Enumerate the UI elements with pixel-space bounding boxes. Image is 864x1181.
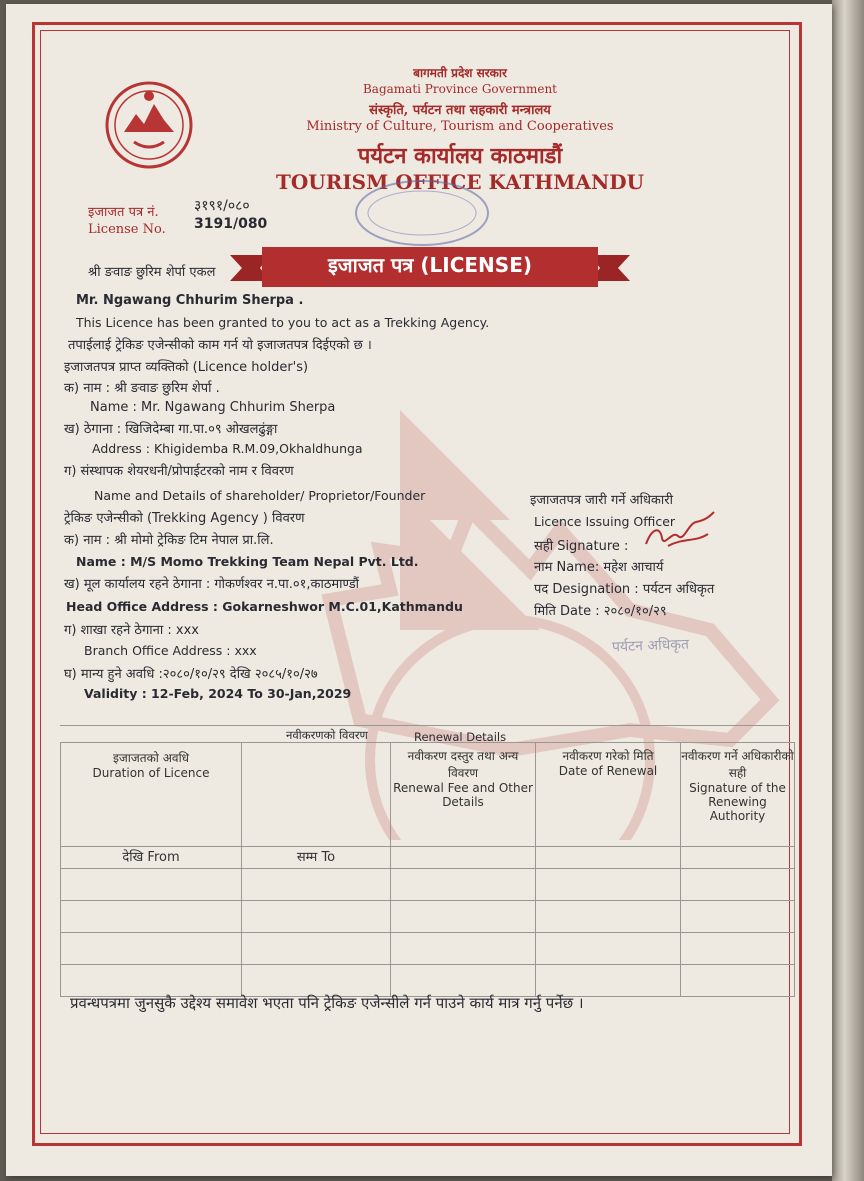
col-fee-en: Renewal Fee and Other Details <box>393 781 533 809</box>
holder-heading: इजाजतपत्र प्राप्त व्यक्तिको (Licence holder's) <box>64 360 309 375</box>
grant-text-np: तपाईलाई ट्रेकिङ एजेन्सीको काम गर्न यो इजाजतपत्र दिईएको छ । <box>68 338 372 353</box>
col-fee-header <box>391 743 536 847</box>
branch-office-en: Branch Office Address : xxx <box>84 643 257 658</box>
holder-address-en: Address : Khigidemba R.M.09,Okhaldhunga <box>92 441 363 456</box>
gov-name-np: बागमती प्रदेश सरकार <box>413 66 507 80</box>
to-label-cell <box>242 847 391 869</box>
table-cell <box>536 847 681 869</box>
col-fee-np: नवीकरण दस्तुर तथा अन्य विवरण <box>407 749 519 780</box>
license-no-value-np: ३१९१/०८० <box>194 198 250 214</box>
officer-heading-en: Licence Issuing Officer <box>534 514 676 529</box>
col-sign-np: नवीकरण गर्ने अधिकारीको सही <box>681 749 794 780</box>
nepal-emblem-icon <box>104 80 194 170</box>
footer-note: प्रवन्धपत्रमा जुनसुकै उद्देश्य समावेश भएता पनि ट्रेकिङ एजेन्सीले गर्न पाउने कार्य मात्र गर्नु पर्नेछ । <box>70 994 584 1012</box>
col-date-header <box>536 743 681 847</box>
table-row <box>61 965 795 997</box>
col-date-en: Date of Renewal <box>558 764 658 778</box>
officer-signature-label: सही Signature : <box>534 539 629 554</box>
office-name-np: पर्यटन कार्यालय काठमाडौं <box>357 143 563 169</box>
license-no-value-en: 3191/080 <box>194 216 268 232</box>
validity-np: घ) मान्य हुने अवधि :२०८०/१०/२९ देखि २०८५/१०/२७ <box>64 667 318 682</box>
table-row <box>61 933 795 965</box>
office-seal-stamp <box>352 178 492 248</box>
renewal-table <box>60 742 795 997</box>
renewal-divider <box>60 725 790 726</box>
holder-name-np: क) नाम : श्री ङवाङ छुरिम शेर्पा . <box>64 381 220 396</box>
branch-office-np: ग) शाखा रहने ठेगाना : xxx <box>64 623 199 638</box>
table-row <box>61 901 795 933</box>
grant-text-en: This Licence has been granted to you to act as a Trekking Agency. <box>76 315 490 330</box>
col-duration-np: इजाजतको अवधि <box>112 751 190 765</box>
ministry-name-np: संस्कृति, पर्यटन तथा सहकारी मन्त्रालय <box>369 103 551 118</box>
gov-name-en: Bagamati Province Government <box>362 82 558 96</box>
renewal-title-en: Renewal Details <box>414 730 507 744</box>
office-name-en: TOURISM OFFICE KATHMANDU <box>275 170 645 194</box>
col-sign-en: Signature of the Renewing Authority <box>689 781 786 823</box>
holder-name-en: Name : Mr. Ngawang Chhurim Sherpa <box>90 400 336 415</box>
officer-stamp-text: पर्यटन अधिकृत <box>611 636 690 656</box>
validity-en: Validity : 12-Feb, 2024 To 30-Jan,2029 <box>84 686 352 701</box>
table-cell <box>391 847 536 869</box>
col-duration-header <box>61 743 242 847</box>
ministry-name-en: Ministry of Culture, Tourism and Cooperatives <box>306 119 614 134</box>
col-duration-to-header <box>242 743 391 847</box>
from-label-cell <box>61 847 242 869</box>
shareholder-np: ग) संस्थापक शेयरधनी/प्रोपाईटरको नाम र विवरण <box>64 464 294 479</box>
handwritten-signature <box>638 508 718 554</box>
license-banner-title: इजाजत पत्र (LICENSE) <box>327 253 533 277</box>
col-duration-en: Duration of Licence <box>92 766 210 780</box>
officer-designation: पद Designation : पर्यटन अधिकृत <box>534 582 715 597</box>
license-no-label-np: इजाजत पत्र नं. <box>88 205 159 220</box>
desk-background <box>832 0 864 1181</box>
head-office-en: Head Office Address : Gokarneshwor M.C.01,Kathmandu <box>66 599 463 614</box>
recipient-name-en: Mr. Ngawang Chhurim Sherpa . <box>76 293 304 308</box>
shareholder-en: Name and Details of shareholder/ Proprietor/Founder <box>94 488 426 503</box>
to-label: सम्म To <box>296 850 336 865</box>
officer-date: मिति Date : २०८०/१०/२९ <box>534 604 667 619</box>
license-no-label-en: License No. <box>88 222 166 237</box>
agency-name-en: Name : M/S Momo Trekking Team Nepal Pvt. Ltd. <box>76 554 419 569</box>
table-row <box>61 869 795 901</box>
officer-heading-np: इजाजतपत्र जारी गर्ने अधिकारी <box>530 493 673 508</box>
col-date-np: नवीकरण गरेको मिति <box>562 749 654 763</box>
recipient-name-np: श्री ङवाङ छुरिम शेर्पा एकल <box>88 265 216 280</box>
agency-heading: ट्रेकिङ एजेन्सीको (Trekking Agency ) विवरण <box>64 511 305 526</box>
agency-name-np: क) नाम : श्री मोमो ट्रेकिङ टिम नेपाल प्रा.लि. <box>64 533 274 548</box>
from-label: देखि From <box>122 850 180 865</box>
holder-address-np: ख) ठेगाना : खिजिदेम्बा गा.पा.०९ ओखलढुंङ्गा <box>64 422 278 437</box>
table-cell <box>681 847 795 869</box>
renewal-title-np: नवीकरणको विवरण <box>286 728 368 742</box>
col-sign-header <box>681 743 795 847</box>
officer-name: नाम Name: महेश आचार्य <box>534 560 664 575</box>
head-office-np: ख) मूल कार्यालय रहने ठेगाना : गोकर्णश्वर न.पा.०१,काठमाण्डौं <box>64 577 360 592</box>
